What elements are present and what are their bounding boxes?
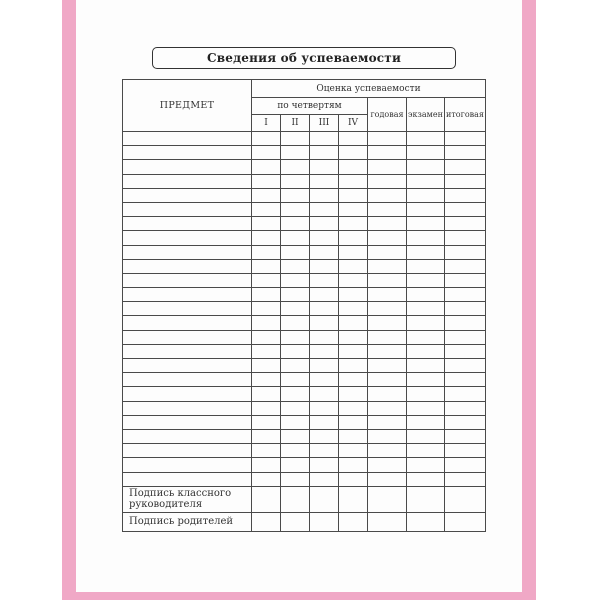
parent-signature-cell[interactable] <box>252 512 281 531</box>
grade-cell[interactable] <box>368 273 407 287</box>
table-row <box>123 202 486 216</box>
subject-cell[interactable] <box>123 160 252 174</box>
subject-cell[interactable] <box>123 373 252 387</box>
cover-left-edge <box>62 0 76 600</box>
subject-cell[interactable] <box>123 387 252 401</box>
grade-cell[interactable] <box>310 330 339 344</box>
grade-cell[interactable] <box>445 344 486 358</box>
grade-cell[interactable] <box>339 302 368 316</box>
grade-cell[interactable] <box>339 132 368 146</box>
grade-cell[interactable] <box>252 273 281 287</box>
grade-cell[interactable] <box>310 472 339 486</box>
grade-cell[interactable] <box>252 316 281 330</box>
grade-cell[interactable] <box>252 160 281 174</box>
grade-cell[interactable] <box>445 472 486 486</box>
grade-cell[interactable] <box>368 316 407 330</box>
grade-cell[interactable] <box>310 231 339 245</box>
subject-cell[interactable] <box>123 245 252 259</box>
grade-cell[interactable] <box>368 444 407 458</box>
grade-cell[interactable] <box>407 444 445 458</box>
grade-cell[interactable] <box>252 217 281 231</box>
quarters-header: по четвертям <box>252 98 368 115</box>
grade-cell[interactable] <box>407 316 445 330</box>
grade-cell[interactable] <box>281 373 310 387</box>
table-row <box>123 273 486 287</box>
grade-cell[interactable] <box>281 146 310 160</box>
quarter-4-header: IV <box>339 115 368 132</box>
grade-cell[interactable] <box>310 259 339 273</box>
subject-cell[interactable] <box>123 202 252 216</box>
grade-cell[interactable] <box>407 373 445 387</box>
grade-cell[interactable] <box>407 132 445 146</box>
grade-cell[interactable] <box>281 132 310 146</box>
grade-cell[interactable] <box>281 160 310 174</box>
cover-bottom-edge <box>62 592 536 600</box>
grade-cell[interactable] <box>310 245 339 259</box>
grade-cell[interactable] <box>445 217 486 231</box>
grade-cell[interactable] <box>310 132 339 146</box>
grade-cell[interactable] <box>368 231 407 245</box>
grade-cell[interactable] <box>445 302 486 316</box>
grade-cell[interactable] <box>252 146 281 160</box>
table-row <box>123 188 486 202</box>
subject-cell[interactable] <box>123 429 252 443</box>
grade-cell[interactable] <box>281 359 310 373</box>
grade-cell[interactable] <box>445 188 486 202</box>
grade-cell[interactable] <box>252 288 281 302</box>
grade-cell[interactable] <box>368 373 407 387</box>
grade-cell[interactable] <box>252 415 281 429</box>
grade-cell[interactable] <box>368 429 407 443</box>
grade-cell[interactable] <box>407 288 445 302</box>
grade-cell[interactable] <box>339 259 368 273</box>
grade-cell[interactable] <box>252 344 281 358</box>
teacher-signature-cell[interactable] <box>368 486 407 512</box>
grade-cell[interactable] <box>445 359 486 373</box>
grade-cell[interactable] <box>368 202 407 216</box>
table-row <box>123 146 486 160</box>
grade-cell[interactable] <box>252 188 281 202</box>
grade-cell[interactable] <box>445 132 486 146</box>
grade-cell[interactable] <box>310 415 339 429</box>
grade-cell[interactable] <box>339 344 368 358</box>
grade-cell[interactable] <box>281 472 310 486</box>
table-row <box>123 217 486 231</box>
subject-cell[interactable] <box>123 316 252 330</box>
grade-cell[interactable] <box>445 288 486 302</box>
grade-cell[interactable] <box>407 146 445 160</box>
subject-cell[interactable] <box>123 472 252 486</box>
grade-cell[interactable] <box>281 344 310 358</box>
grade-cell[interactable] <box>368 146 407 160</box>
grades-table <box>122 79 486 532</box>
grade-cell[interactable] <box>252 330 281 344</box>
teacher-signature-cell[interactable] <box>445 486 486 512</box>
grade-cell[interactable] <box>407 188 445 202</box>
grade-cell[interactable] <box>339 188 368 202</box>
grade-cell[interactable] <box>252 202 281 216</box>
subject-cell[interactable] <box>123 217 252 231</box>
subject-cell[interactable] <box>123 188 252 202</box>
table-row <box>123 429 486 443</box>
grade-cell[interactable] <box>281 302 310 316</box>
grade-cell[interactable] <box>339 288 368 302</box>
grade-cell[interactable] <box>281 401 310 415</box>
grade-cell[interactable] <box>339 401 368 415</box>
parent-signature-cell[interactable] <box>310 512 339 531</box>
grade-cell[interactable] <box>445 146 486 160</box>
grade-cell[interactable] <box>445 316 486 330</box>
grade-cell[interactable] <box>445 202 486 216</box>
table-row <box>123 359 486 373</box>
grade-cell[interactable] <box>445 259 486 273</box>
grade-cell[interactable] <box>310 387 339 401</box>
table-row <box>123 288 486 302</box>
grade-cell[interactable] <box>339 160 368 174</box>
grade-cell[interactable] <box>252 259 281 273</box>
grade-cell[interactable] <box>281 330 310 344</box>
grade-cell[interactable] <box>368 472 407 486</box>
grade-cell[interactable] <box>368 415 407 429</box>
grade-cell[interactable] <box>368 387 407 401</box>
grade-cell[interactable] <box>407 429 445 443</box>
grade-cell[interactable] <box>281 174 310 188</box>
grade-cell[interactable] <box>339 316 368 330</box>
grade-cell[interactable] <box>339 174 368 188</box>
grade-cell[interactable] <box>252 429 281 443</box>
grade-cell[interactable] <box>252 458 281 472</box>
grade-cell[interactable] <box>407 302 445 316</box>
table-row <box>123 373 486 387</box>
grade-cell[interactable] <box>445 429 486 443</box>
table-row <box>123 472 486 486</box>
exam-header: экзамен <box>407 98 445 132</box>
grade-cell[interactable] <box>310 373 339 387</box>
subject-cell[interactable] <box>123 444 252 458</box>
grade-cell[interactable] <box>368 401 407 415</box>
grade-cell[interactable] <box>407 330 445 344</box>
grade-cell[interactable] <box>310 344 339 358</box>
grade-cell[interactable] <box>339 472 368 486</box>
grade-cell[interactable] <box>281 387 310 401</box>
grade-cell[interactable] <box>445 231 486 245</box>
grade-cell[interactable] <box>407 174 445 188</box>
grade-cell[interactable] <box>407 344 445 358</box>
grade-cell[interactable] <box>281 202 310 216</box>
grade-cell[interactable] <box>310 188 339 202</box>
table-row <box>123 387 486 401</box>
grade-cell[interactable] <box>281 245 310 259</box>
grade-cell[interactable] <box>407 245 445 259</box>
grade-cell[interactable] <box>310 174 339 188</box>
grade-cell[interactable] <box>252 174 281 188</box>
grade-cell[interactable] <box>281 188 310 202</box>
grade-cell[interactable] <box>445 444 486 458</box>
grade-cell[interactable] <box>339 202 368 216</box>
quarter-3-header: III <box>310 115 339 132</box>
grade-cell[interactable] <box>281 273 310 287</box>
grade-cell[interactable] <box>310 273 339 287</box>
grade-cell[interactable] <box>310 316 339 330</box>
table-row <box>123 245 486 259</box>
grade-cell[interactable] <box>407 202 445 216</box>
subject-cell[interactable] <box>123 330 252 344</box>
grade-cell[interactable] <box>368 359 407 373</box>
grade-cell[interactable] <box>407 217 445 231</box>
teacher-signature-cell[interactable] <box>252 486 281 512</box>
table-row <box>123 231 486 245</box>
table-row <box>123 132 486 146</box>
grade-cell[interactable] <box>368 188 407 202</box>
subject-cell[interactable] <box>123 302 252 316</box>
grade-cell[interactable] <box>310 458 339 472</box>
grade-cell[interactable] <box>310 217 339 231</box>
teacher-signature-cell[interactable] <box>310 486 339 512</box>
parent-signature-cell[interactable] <box>339 512 368 531</box>
grade-cell[interactable] <box>339 444 368 458</box>
page-title: Сведения об успеваемости <box>152 47 456 69</box>
subject-header: ПРЕДМЕТ <box>123 80 252 132</box>
grade-cell[interactable] <box>407 458 445 472</box>
grade-cell[interactable] <box>407 359 445 373</box>
grade-cell[interactable] <box>368 458 407 472</box>
grade-cell[interactable] <box>445 387 486 401</box>
subject-cell[interactable] <box>123 174 252 188</box>
grade-cell[interactable] <box>339 429 368 443</box>
grade-cell[interactable] <box>368 288 407 302</box>
grade-cell[interactable] <box>445 458 486 472</box>
grade-cell[interactable] <box>281 458 310 472</box>
grade-cell[interactable] <box>310 302 339 316</box>
grade-cell[interactable] <box>368 132 407 146</box>
quarter-1-header: I <box>252 115 281 132</box>
teacher-signature-label: Подпись классного руководителя <box>123 486 252 512</box>
parent-signature-cell[interactable] <box>281 512 310 531</box>
grade-cell[interactable] <box>252 359 281 373</box>
grade-header: Оценка успеваемости <box>252 80 486 98</box>
teacher-signature-cell[interactable] <box>281 486 310 512</box>
grade-cell[interactable] <box>368 217 407 231</box>
final-header: итоговая <box>445 98 486 132</box>
table-row <box>123 259 486 273</box>
cover-right-edge <box>522 0 536 600</box>
grade-cell[interactable] <box>252 245 281 259</box>
grade-cell[interactable] <box>368 245 407 259</box>
subject-cell[interactable] <box>123 415 252 429</box>
grade-cell[interactable] <box>281 429 310 443</box>
parent-signature-cell[interactable] <box>445 512 486 531</box>
table-row <box>123 344 486 358</box>
table-row <box>123 316 486 330</box>
grade-cell[interactable] <box>368 174 407 188</box>
subject-cell[interactable] <box>123 259 252 273</box>
table-row <box>123 302 486 316</box>
grade-cell[interactable] <box>339 387 368 401</box>
quarter-2-header: II <box>281 115 310 132</box>
subject-cell[interactable] <box>123 344 252 358</box>
grade-cell[interactable] <box>339 245 368 259</box>
grade-cell[interactable] <box>368 302 407 316</box>
grade-cell[interactable] <box>281 259 310 273</box>
grade-cell[interactable] <box>407 259 445 273</box>
grade-cell[interactable] <box>339 359 368 373</box>
table-row <box>123 444 486 458</box>
subject-cell[interactable] <box>123 401 252 415</box>
grade-cell[interactable] <box>310 401 339 415</box>
grade-cell[interactable] <box>368 259 407 273</box>
grade-cell[interactable] <box>445 174 486 188</box>
grade-cell[interactable] <box>445 401 486 415</box>
grade-cell[interactable] <box>339 217 368 231</box>
grade-cell[interactable] <box>310 359 339 373</box>
grade-cell[interactable] <box>252 401 281 415</box>
subject-cell[interactable] <box>123 288 252 302</box>
grade-cell[interactable] <box>368 344 407 358</box>
grade-cell[interactable] <box>281 288 310 302</box>
grade-cell[interactable] <box>339 373 368 387</box>
subject-cell[interactable] <box>123 132 252 146</box>
grade-cell[interactable] <box>445 330 486 344</box>
grade-cell[interactable] <box>339 458 368 472</box>
grade-cell[interactable] <box>281 231 310 245</box>
table-row <box>123 401 486 415</box>
parent-signature-label: Подпись родителей <box>123 512 252 531</box>
grade-cell[interactable] <box>407 160 445 174</box>
subject-cell[interactable] <box>123 146 252 160</box>
grade-cell[interactable] <box>445 415 486 429</box>
grade-cell[interactable] <box>407 273 445 287</box>
subject-cell[interactable] <box>123 359 252 373</box>
grade-cell[interactable] <box>281 316 310 330</box>
grade-cell[interactable] <box>252 472 281 486</box>
subject-cell[interactable] <box>123 273 252 287</box>
grade-cell[interactable] <box>252 231 281 245</box>
grade-cell[interactable] <box>281 415 310 429</box>
grade-cell[interactable] <box>445 160 486 174</box>
grade-cell[interactable] <box>368 160 407 174</box>
annual-header: годовая <box>368 98 407 132</box>
table-row <box>123 458 486 472</box>
table-row <box>123 330 486 344</box>
grade-cell[interactable] <box>310 288 339 302</box>
teacher-signature-cell[interactable] <box>407 486 445 512</box>
grade-cell[interactable] <box>252 132 281 146</box>
grade-cell[interactable] <box>310 444 339 458</box>
grade-cell[interactable] <box>445 373 486 387</box>
grade-cell[interactable] <box>281 444 310 458</box>
grade-cell[interactable] <box>252 302 281 316</box>
table-row <box>123 160 486 174</box>
grade-cell[interactable] <box>368 330 407 344</box>
subject-cell[interactable] <box>123 458 252 472</box>
table-row <box>123 415 486 429</box>
grade-cell[interactable] <box>407 401 445 415</box>
grade-cell[interactable] <box>310 160 339 174</box>
grade-cell[interactable] <box>407 472 445 486</box>
grade-cell[interactable] <box>339 231 368 245</box>
teacher-signature-cell[interactable] <box>339 486 368 512</box>
table-row <box>123 174 486 188</box>
grade-cell[interactable] <box>407 387 445 401</box>
grade-cell[interactable] <box>339 273 368 287</box>
grade-cell[interactable] <box>445 273 486 287</box>
grade-cell[interactable] <box>310 146 339 160</box>
grade-cell[interactable] <box>339 415 368 429</box>
parent-signature-cell[interactable] <box>407 512 445 531</box>
grade-cell[interactable] <box>252 373 281 387</box>
parent-signature-cell[interactable] <box>368 512 407 531</box>
grade-cell[interactable] <box>407 231 445 245</box>
subject-cell[interactable] <box>123 231 252 245</box>
grade-cell[interactable] <box>310 429 339 443</box>
grade-cell[interactable] <box>252 387 281 401</box>
grade-cell[interactable] <box>407 415 445 429</box>
grade-cell[interactable] <box>281 217 310 231</box>
grade-cell[interactable] <box>310 202 339 216</box>
grade-cell[interactable] <box>445 245 486 259</box>
grade-cell[interactable] <box>339 330 368 344</box>
grade-cell[interactable] <box>252 444 281 458</box>
grade-cell[interactable] <box>339 146 368 160</box>
